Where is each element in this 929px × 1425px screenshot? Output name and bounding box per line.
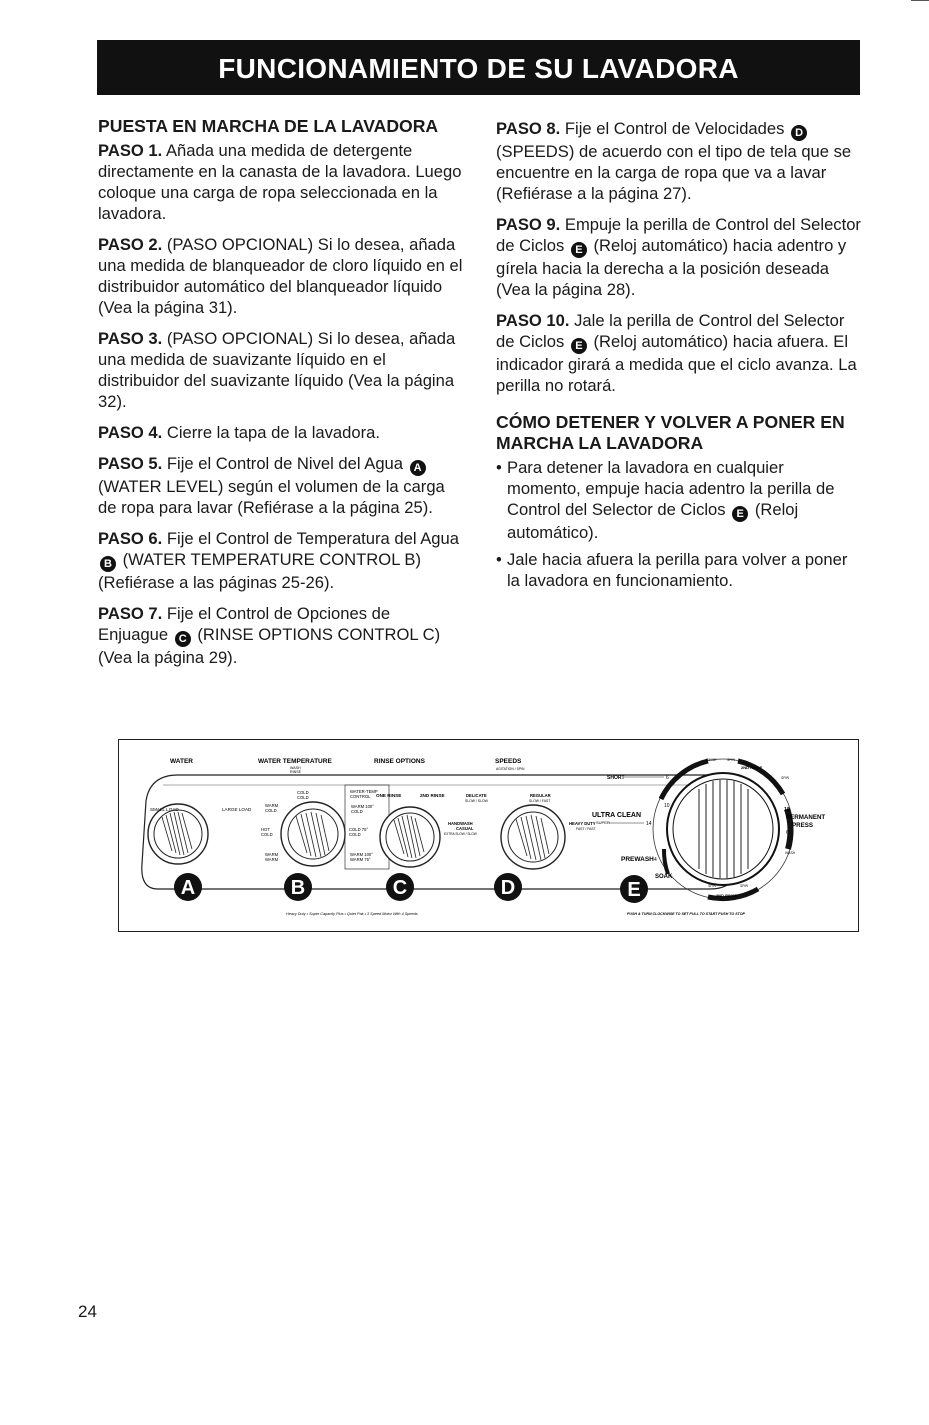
page-banner-title: FUNCIONAMIENTO DE SU LAVADORA xyxy=(97,40,860,95)
timer-n6: 6 xyxy=(666,775,669,781)
timer-n10: 10 xyxy=(664,803,670,809)
label-water: WATER xyxy=(170,758,193,765)
speed-regular: REGULAR xyxy=(530,793,551,798)
speed-delicate: DELICATE xyxy=(466,793,487,798)
control-letter-badge: B xyxy=(100,556,116,572)
timer-spin-left: SPIN xyxy=(708,884,716,888)
section-heading-stop: CÓMO DETENER Y VOLVER A PONER EN MARCHA LA LAVADORA xyxy=(496,412,845,453)
step-text: Empuje la perilla de Control del Selector de Ciclos xyxy=(496,215,861,255)
rinse-options-knob xyxy=(380,807,440,867)
badge-b xyxy=(284,873,312,901)
control-panel-illustration xyxy=(118,739,859,932)
temp-r3a: WARM 100° xyxy=(350,852,373,857)
temp-l0b: COLD xyxy=(297,795,309,800)
step-text: Cierre la tapa de la lavadora. xyxy=(166,423,380,442)
timer-n14: 14 xyxy=(646,821,652,827)
corner-rule xyxy=(911,0,929,1)
badge-a-letter: A xyxy=(180,877,196,899)
step-label: PASO 1. xyxy=(98,141,163,160)
step-paragraph xyxy=(496,214,861,300)
speed-heavy-sub: FAST / FAST xyxy=(576,827,596,831)
water-large-load xyxy=(222,807,252,812)
step-paragraph xyxy=(98,234,463,318)
speed-casual: CASUAL xyxy=(456,826,474,831)
label-wash: WASH xyxy=(290,766,301,770)
timer-footer: PUSH & TURN CLOCKWISE TO SET PULL TO START PUSH TO STOP xyxy=(627,912,745,916)
step-text: (Reloj automático) hacia adentro y gírela hacia la derecha a la posición deseada (Vea la página 28). xyxy=(496,236,847,299)
speed-regular-sub: SLOW / FAST xyxy=(529,799,551,803)
temp-l3a: WARM xyxy=(265,852,279,857)
label-speeds-sub: AGITATION / SPIN xyxy=(496,767,525,771)
step-text: (PASO OPCIONAL) Si lo desea, añada una medida de blanqueador de cloro líquido en el distribuidor automático del blanqueador líquido (Vea la página 31). xyxy=(98,235,463,317)
step-text: Jale hacia afuera la perilla para volver a poner la lavadora en funcionamiento. xyxy=(507,550,848,590)
control-letter-badge: A xyxy=(410,460,426,476)
temp-l0a: COLD xyxy=(297,790,309,795)
step-paragraph xyxy=(98,528,463,593)
step-label: PASO 5. xyxy=(98,454,163,473)
temp-r0a: WATER-TEMP xyxy=(350,789,378,794)
step-label: PASO 2. xyxy=(98,235,163,254)
label-speeds: SPEEDS xyxy=(495,758,522,765)
control-letter-badge: E xyxy=(571,242,587,258)
step-text: (Reloj automático) hacia afuera. El indicador girará a medida que el ciclo avanza. La perilla no rotará. xyxy=(496,332,857,395)
speed-casual-sub: EXTRA SLOW / SLOW xyxy=(444,832,477,836)
temp-r0b: CONTROL xyxy=(350,794,371,799)
rinse-two-label: 2ND RINSE xyxy=(420,793,445,798)
step-paragraph xyxy=(496,310,861,396)
water-small-load xyxy=(150,807,179,812)
timer-prewash: PREWASH xyxy=(621,856,654,863)
step-label: PASO 9. xyxy=(496,215,561,234)
step-paragraph xyxy=(496,118,861,204)
badge-e xyxy=(620,875,648,903)
control-letter-badge: E xyxy=(571,338,587,354)
step-text: Fije el Control de Opciones de Enjuague xyxy=(98,604,391,644)
timer-soak: SOAK xyxy=(655,874,673,880)
bullet-item xyxy=(496,549,861,591)
step-text: (WATER TEMPERATURE CONTROL B) (Refiérase a las páginas 25-26). xyxy=(98,550,422,592)
step-text: Fije el Control de Velocidades xyxy=(564,119,785,138)
timer-short: SHORT xyxy=(607,775,625,781)
control-letter-badge: D xyxy=(791,125,807,141)
stop-restart-bullets xyxy=(496,457,861,591)
water-level-knob xyxy=(148,804,208,864)
badge-a xyxy=(174,873,202,901)
step-paragraph xyxy=(98,140,463,224)
speed-delicate-sub: SLOW / SLOW xyxy=(465,799,488,803)
timer-ultra-clean: ULTRA CLEAN xyxy=(592,812,641,819)
label-water-temperature: WATER TEMPERATURE xyxy=(258,758,332,765)
water-small-load-label: SMALL LOAD xyxy=(150,807,179,812)
temp-r3b: WARM 75° xyxy=(350,857,371,862)
badge-d xyxy=(494,873,522,901)
timer-n4: 4 xyxy=(654,857,657,863)
right-steps-list xyxy=(496,118,861,396)
step-text: (PASO OPCIONAL) Si lo desea, añada una medida de suavizante líquido en el distribuidor del suavizante líquido (Vea la página 32). xyxy=(98,329,456,411)
timer-n6-right: 6 xyxy=(786,830,789,836)
step-text: Para detener la lavadora en cualquier momento, empuje hacia adentro la perilla de Control del Selector de Ciclos xyxy=(507,458,835,519)
step-paragraph xyxy=(98,603,463,668)
water-temperature-knob xyxy=(281,802,345,866)
step-text: Fije el Control de Temperatura del Agua xyxy=(166,529,459,548)
timer-n10-right: 10 xyxy=(784,807,790,813)
temp-l3b: WARM xyxy=(265,857,279,862)
step-label: PASO 7. xyxy=(98,604,163,623)
control-letter-badge: C xyxy=(175,631,191,647)
step-paragraph xyxy=(98,453,463,518)
step-label: PASO 6. xyxy=(98,529,163,548)
speed-handwash: HANDWASH xyxy=(448,821,473,826)
temp-l2a: HOT xyxy=(261,827,270,832)
temperature-labels-right xyxy=(349,789,378,862)
badge-d-letter: D xyxy=(500,877,516,899)
timer-second-rinse: 2ND RINSE xyxy=(741,765,763,770)
step-text: (WATER LEVEL) según el volumen de la carga de ropa para lavar (Refiérase a la página 25). xyxy=(98,477,445,517)
control-letter-badge: E xyxy=(732,506,748,522)
water-large-load-label: LARGE LOAD xyxy=(222,807,252,812)
timer-spin-top: SPIN xyxy=(727,758,735,762)
badge-c-letter: C xyxy=(392,877,408,899)
step-text: (Reloj automático). xyxy=(507,500,799,542)
step-text: Fije el Control de Nivel del Agua xyxy=(166,454,404,473)
temp-r1a: WARM 100° xyxy=(351,804,374,809)
right-column xyxy=(496,118,861,597)
temp-l1a: WARM xyxy=(265,803,279,808)
speeds-knob xyxy=(501,805,565,869)
temp-r2b: COLD xyxy=(349,832,361,837)
step-text: (SPEEDS) de acuerdo con el tipo de tela que se encuentre en la carga de ropa que va a lavar (Refiérase a la página 27). xyxy=(496,142,852,203)
timer-second-rinse-bottom: 2ND RINSE xyxy=(716,893,738,898)
temp-r1b: COLD xyxy=(351,809,363,814)
timer-press: PRESS xyxy=(792,822,813,829)
page-number: 24 xyxy=(78,1302,97,1321)
timer-rinse-top: RINSE xyxy=(706,758,717,762)
step-label: PASO 8. xyxy=(496,119,561,138)
bullet-item xyxy=(496,457,861,543)
step-paragraph xyxy=(98,422,463,443)
temp-l2b: COLD xyxy=(261,832,273,837)
step-label: PASO 10. xyxy=(496,311,570,330)
timer-spin-right: SPIN xyxy=(740,884,748,888)
badge-e-letter: E xyxy=(627,879,641,901)
temp-l1b: COLD xyxy=(265,808,277,813)
step-text: Jale la perilla de Control del Selector de Ciclos xyxy=(496,311,845,351)
step-label: PASO 4. xyxy=(98,423,163,442)
left-column xyxy=(98,116,463,678)
step-paragraph xyxy=(98,328,463,412)
step-label: PASO 3. xyxy=(98,329,163,348)
section-heading-start: PUESTA EN MARCHA DE LA LAVADORA xyxy=(98,116,439,136)
step-text: Añada una medida de detergente directamente en la canasta de la lavadora. Luego coloque una carga de ropa seleccionada en la lavadora. xyxy=(98,141,462,223)
temp-r2a: COLD 75° xyxy=(349,827,369,832)
badge-b-letter: B xyxy=(290,877,306,899)
step-text: (RINSE OPTIONS CONTROL C) (Vea la página 29). xyxy=(98,625,441,667)
left-steps-list xyxy=(98,140,463,668)
timer-spin-r: SPIN xyxy=(781,776,789,780)
timer-permanent: PERMANENT xyxy=(786,814,826,821)
label-rinse-options: RINSE OPTIONS xyxy=(374,758,425,765)
label-rinse-sub: RINSE xyxy=(290,770,301,774)
panel-footer: Heavy Duty • Super Capacity Plus • Quiet Pak • 3 Speed Motor With 4 Speeds xyxy=(286,912,418,916)
speed-heavy: HEAVY DUTY xyxy=(569,821,596,826)
timer-super: SUPER xyxy=(596,820,610,825)
badge-c xyxy=(386,873,414,901)
timer-wash: WASH xyxy=(785,851,796,855)
rinse-one-label: ONE RINSE xyxy=(376,793,402,798)
cycle-selector-timer xyxy=(653,759,793,899)
